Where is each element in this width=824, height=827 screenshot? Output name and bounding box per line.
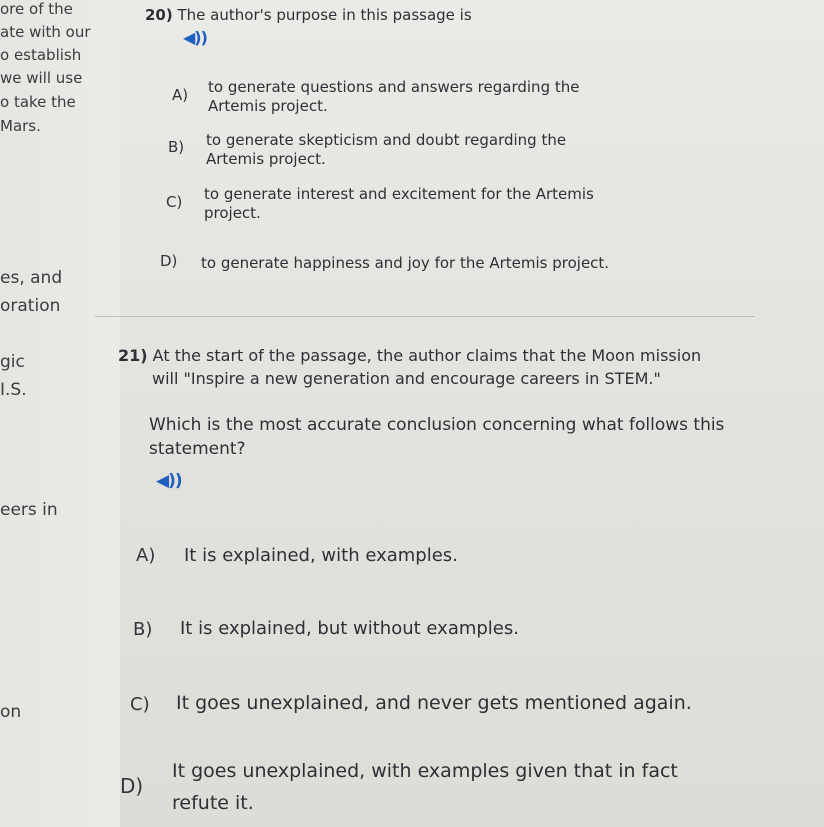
passage-line: ate with our (0, 23, 91, 41)
answer-option-c[interactable] (176, 691, 692, 716)
option-letter[interactable]: D) (160, 252, 178, 270)
option-text: Artemis project. (206, 150, 326, 168)
option-letter[interactable]: B) (133, 619, 153, 640)
answer-option-b[interactable] (206, 131, 566, 169)
option-text: It goes unexplained, and never gets mentioned again. (176, 692, 692, 714)
question-number: 20) (145, 6, 173, 24)
passage-line: gic (0, 352, 25, 372)
option-text: It goes unexplained, with examples given that in fact (172, 760, 678, 782)
option-letter[interactable]: A) (172, 86, 189, 104)
passage-line: eers in (0, 500, 58, 520)
option-text: to generate interest and excitement for the Artemis (204, 185, 594, 203)
option-letter[interactable]: D) (120, 774, 144, 798)
prompt-text: statement? (149, 439, 246, 459)
passage-line: o establish (0, 46, 82, 64)
answer-option-c[interactable] (204, 185, 594, 223)
option-text: It is explained, but without examples. (180, 618, 519, 639)
option-text: refute it. (172, 792, 254, 814)
option-text: project. (204, 204, 261, 222)
speaker-icon[interactable]: ◀)) (156, 471, 182, 491)
question-20-stem (145, 6, 472, 24)
option-letter[interactable]: C) (166, 193, 183, 211)
passage-line: o take the (0, 93, 76, 111)
passage-line: oration (0, 296, 61, 316)
question-21-stem (118, 344, 701, 390)
answer-option-a[interactable] (184, 544, 458, 568)
question-number: 21) (118, 346, 148, 365)
question-divider (95, 316, 755, 317)
question-text: At the start of the passage, the author claims that the Moon mission (152, 346, 702, 365)
passage-line: es, and (0, 268, 63, 288)
option-text: Artemis project. (208, 97, 328, 115)
prompt-text: Which is the most accurate conclusion concerning what follows this (149, 415, 725, 435)
passage-line: Mars. (0, 117, 41, 135)
passage-panel (0, 0, 120, 827)
answer-option-a[interactable] (208, 78, 579, 116)
answer-option-b[interactable] (180, 617, 519, 641)
answer-option-d[interactable] (172, 755, 678, 819)
option-text: to generate questions and answers regarding the (208, 78, 580, 96)
question-21-prompt (149, 413, 724, 461)
question-text: will "Inspire a new generation and encourage careers in STEM." (152, 369, 661, 388)
option-text: It is explained, with examples. (184, 545, 458, 566)
option-letter[interactable]: B) (168, 138, 185, 156)
passage-line: ore of the (0, 0, 73, 18)
question-text: The author's purpose in this passage is (177, 6, 472, 24)
passage-line: on (0, 702, 22, 722)
option-text: to generate happiness and joy for the Artemis project. (201, 254, 610, 272)
answer-option-d[interactable] (201, 254, 609, 273)
option-text: to generate skepticism and doubt regarding the (206, 131, 567, 149)
option-letter[interactable]: A) (136, 545, 156, 566)
speaker-icon[interactable]: ◀)) (183, 28, 207, 47)
passage-line: I.S. (0, 380, 27, 400)
passage-line: we will use (0, 69, 83, 87)
option-letter[interactable]: C) (130, 694, 150, 715)
